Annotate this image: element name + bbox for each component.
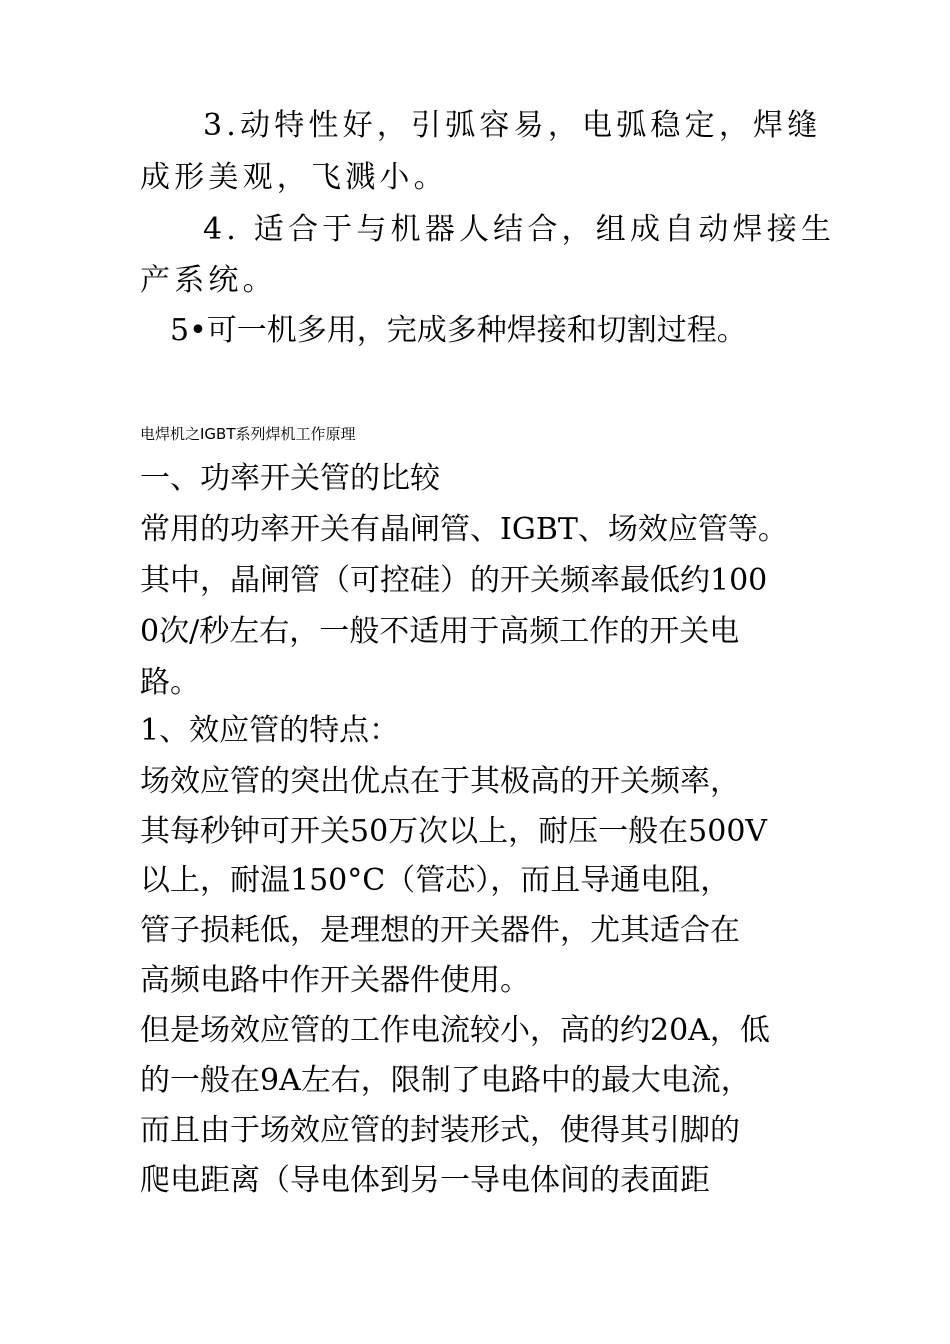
subheading: 1、效应管的特点： (140, 713, 400, 748)
list-item-5: 5•可一机多用，完成多种焊接和切割过程。 (170, 313, 747, 348)
list-item-3-line-1: 3.动特性好，引弧容易，电弧稳定，焊缝 (203, 108, 822, 143)
section-heading: 一、功率开关管的比较 (140, 461, 440, 496)
section-caption: 电焊机之IGBT系列焊机工作原理 (140, 425, 356, 443)
feature-line: 管子损耗低，是理想的开关器件，尤其适合在 (140, 913, 740, 948)
feature-line: 以上，耐温150°C（管芯），而且导通电阻， (140, 863, 731, 898)
intro-line: 路。 (140, 665, 200, 700)
limitation-line: 但是场效应管的工作电流较小，高的约20A，低 (140, 1013, 770, 1048)
intro-line: 其中，晶闸管（可控硅）的开关频率最低约100 (140, 563, 768, 598)
list-item-4-line-2: 产系统。 (140, 263, 277, 298)
limitation-line: 而且由于场效应管的封装形式，使得其引脚的 (140, 1113, 740, 1148)
feature-line: 其每秒钟可开关50万次以上，耐压一般在500V (140, 814, 768, 849)
intro-line: 0次/秒左右，一般不适用于高频工作的开关电 (140, 614, 740, 649)
limitation-line: 的一般在9A左右，限制了电路中的最大电流， (140, 1063, 751, 1098)
list-item-4-line-1: 4. 适合于与机器人结合，组成自动焊接生 (203, 212, 836, 247)
intro-line: 常用的功率开关有晶闸管、IGBT、场效应管等。 (140, 512, 788, 547)
feature-line: 高频电路中作开关器件使用。 (140, 963, 530, 998)
list-item-3-line-2: 成形美观，飞溅小。 (140, 160, 448, 195)
limitation-line: 爬电距离（导电体到另一导电体间的表面距 (140, 1163, 710, 1198)
feature-line: 场效应管的突出优点在于其极高的开关频率， (140, 764, 740, 799)
